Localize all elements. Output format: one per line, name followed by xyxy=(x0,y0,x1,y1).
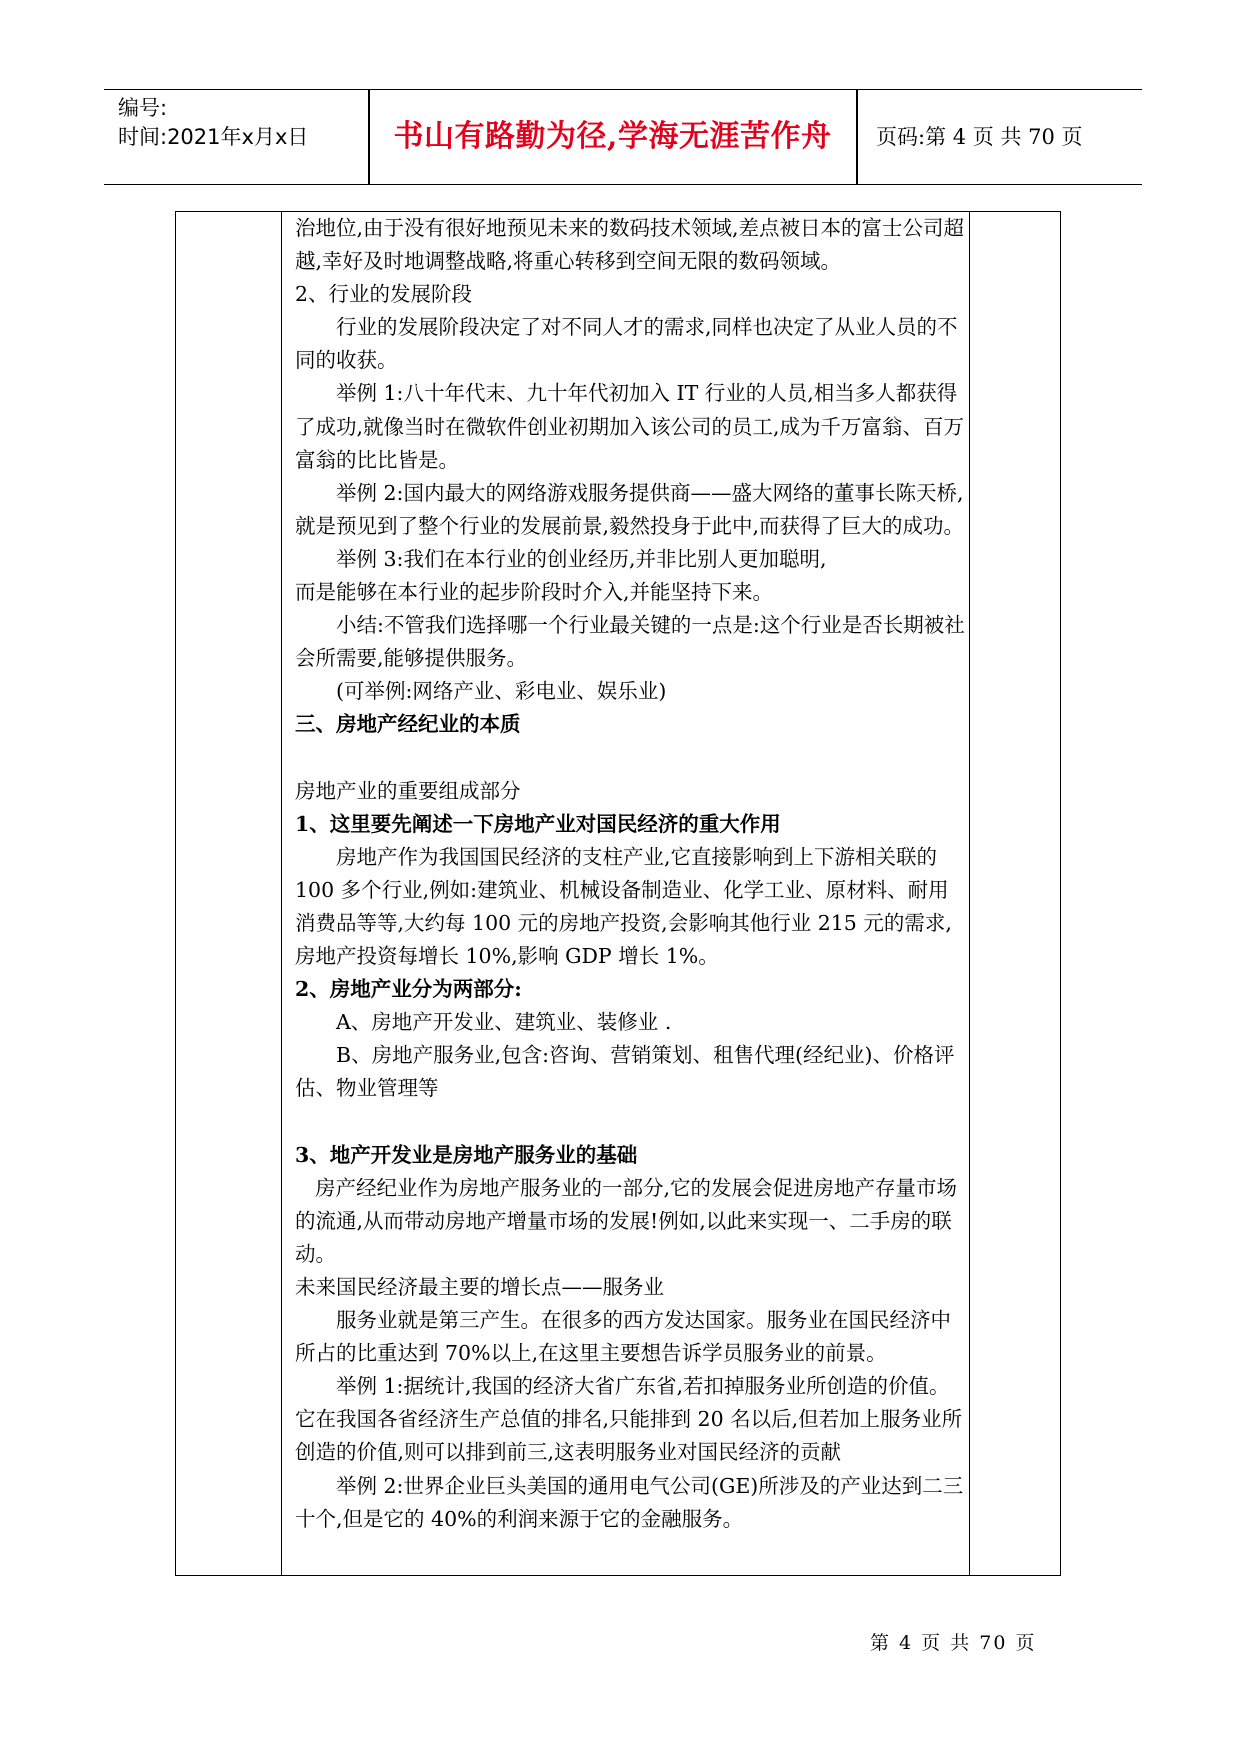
paragraph: 房地产作为我国国民经济的支柱产业,它直接影响到上下游相关联的 100 多个行业,例如:建筑业、机械设备制造业、化学工业、原材料、耐用消费品等等,大约每 100 元的房地产投资,会影响其他行业 215 元的需求,房地产投资每增长 10%,影响 GDP 增长 1%。 xyxy=(295,844,952,969)
document-header xyxy=(104,89,1142,185)
table-column-divider xyxy=(281,212,282,1575)
paragraph: 服务业就是第三产生。在很多的西方发达国家。服务业在国民经济中所占的比重达到 70%以上,在这里主要想告诉学员服务业的前景。 xyxy=(295,1308,951,1366)
page-footer: 第 4 页 共 70 页 xyxy=(870,1632,1037,1654)
paragraph: 2、行业的发展阶段 xyxy=(295,282,473,307)
paragraph: 小结:不管我们选择哪一个行业最关键的一点是:这个行业是否长期被社会所需要,能够提供服务。 xyxy=(295,613,965,671)
paragraph: 房产经纪业作为房地产服务业的一部分,它的发展会促进房地产存量市场的流通,从而带动房地产增量市场的发展!例如,以此来实现一、二手房的联动。 xyxy=(295,1175,958,1266)
paragraph: (可举例:网络产业、彩电业、娱乐业) xyxy=(336,679,667,704)
section-heading: 2、房地产业分为两部分: xyxy=(295,977,522,1002)
paragraph: A、房地产开发业、建筑业、装修业 . xyxy=(336,1010,672,1035)
paragraph: 房地产业的重要组成部分 xyxy=(295,778,521,803)
paragraph: 未来国民经济最主要的增长点——服务业 xyxy=(295,1275,664,1299)
header-motto: 书山有路勤为径,学海无涯苦作舟 xyxy=(393,119,832,154)
blank-line xyxy=(295,1106,967,1139)
paragraph: 举例 2:世界企业巨头美国的通用电气公司(GE)所涉及的产业达到二三十个,但是它的 40%的利润来源于它的金融服务。 xyxy=(295,1473,964,1531)
paragraph: 举例 2:国内最大的网络游戏服务提供商——盛大网络的董事长陈天桥,就是预见到了整个行业的发展前景,毅然投身于此中,而获得了巨大的成功。 xyxy=(295,480,965,538)
header-page-number: 页码:第 4 页 共 70 页 xyxy=(876,125,1083,149)
section-heading: 1、这里要先阐述一下房地产业对国民经济的重大作用 xyxy=(295,811,781,836)
paragraph: 治地位,由于没有很好地预见未来的数码技术领域,差点被日本的富士公司超越,幸好及时地调整战略,将重心转移到空间无限的数码领域。 xyxy=(295,216,965,274)
paragraph: 举例 1:据统计,我国的经济大省广东省,若扣掉服务业所创造的价值。它在我国各省经济生产总值的排名,只能排到 20 名以后,但若加上服务业所创造的价值,则可以排到前三,这表明服务业对国民经济的贡献 xyxy=(295,1374,963,1465)
document-time-label: 时间:2021年x月x日 xyxy=(118,125,309,149)
paragraph: 举例 3:我们在本行业的创业经历,并非比别人更加聪明, xyxy=(336,546,827,571)
section-heading: 三、房地产经纪业的本质 xyxy=(295,712,521,737)
paragraph: 而是能够在本行业的起步阶段时介入,并能坚持下来。 xyxy=(295,580,774,605)
paragraph: 行业的发展阶段决定了对不同人才的需求,同样也决定了从业人员的不同的收获。 xyxy=(295,315,958,373)
table-column-divider xyxy=(969,212,970,1575)
paragraph: B、房地产服务业,包含:咨询、营销策划、租售代理(经纪业)、价格评估、物业管理等 xyxy=(295,1043,955,1101)
header-divider xyxy=(856,90,858,184)
section-heading: 3、地产开发业是房地产服务业的基础 xyxy=(295,1142,638,1167)
blank-line xyxy=(295,742,967,775)
header-meta xyxy=(118,94,308,152)
document-number-label: 编号: xyxy=(118,96,168,120)
paragraph: 举例 1:八十年代末、九十年代初加入 IT 行业的人员,相当多人都获得了成功,就像当时在微软件创业初期加入该公司的员工,成为千万富翁、百万富翁的比比皆是。 xyxy=(295,381,965,472)
table-content-cell xyxy=(295,212,967,1536)
